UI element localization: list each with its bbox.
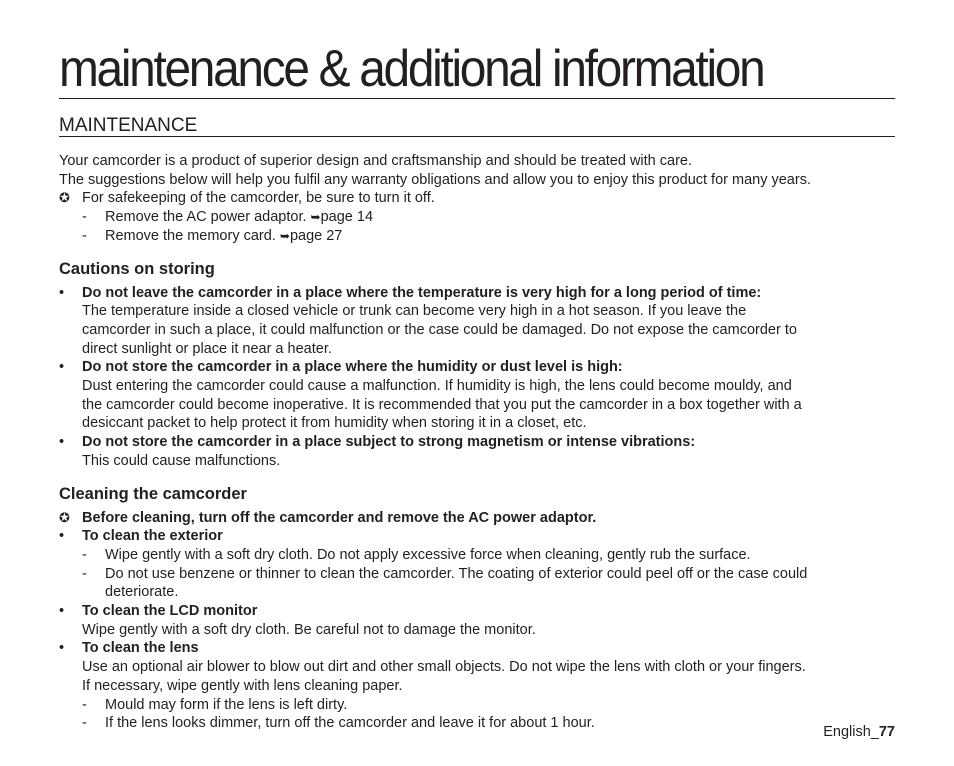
storing-item-line: desiccant packet to help protect it from humidity when storing it in a closet, etc. <box>82 415 587 432</box>
lens-line: If necessary, wipe gently with lens cleaning paper. <box>82 677 403 694</box>
exterior-title: To clean the exterior <box>82 528 223 545</box>
page-arrow-icon: ➥ <box>310 210 321 225</box>
safekeeping-text: For safekeeping of the camcorder, be sure to turn it off. <box>82 190 435 207</box>
intro <box>59 152 895 189</box>
dash-mark: - <box>82 546 87 563</box>
cleaning-exterior <box>59 527 895 546</box>
lens-item <box>59 696 895 715</box>
section-title: MAINTENANCE <box>59 116 895 137</box>
storing-item-line: camcorder in such a place, it could malfunction or the case could be damaged. Do not expose the camcorder to <box>82 321 797 338</box>
footer-language: English_ <box>823 724 879 740</box>
exterior-item-text: Wipe gently with a soft dry cloth. Do not apply excessive force when cleaning, gently rub the surface. <box>105 546 751 563</box>
safekeeping-item <box>59 208 895 227</box>
dash-mark: - <box>82 715 87 732</box>
lcd-title: To clean the LCD monitor <box>82 603 258 620</box>
cleaning-lens <box>59 639 895 658</box>
exterior-item <box>59 546 895 565</box>
storing-item <box>59 284 895 303</box>
safekeeping-item <box>59 227 895 246</box>
page-reference: page 27 <box>289 227 343 244</box>
intro-line: The suggestions below will help you fulfil any warranty obligations and allow you to enjoy this product for many years. <box>59 171 811 188</box>
storing-item <box>59 433 895 452</box>
dash-mark: - <box>82 227 87 244</box>
storing-item-title: Do not leave the camcorder in a place where the temperature is very high for a long period of time: <box>82 284 762 301</box>
storing-item-line: Dust entering the camcorder could cause a malfunction. If humidity is high, the lens could become mouldy, and <box>82 378 792 395</box>
exterior-item <box>59 565 895 602</box>
item-text: Remove the memory card. <box>105 227 280 244</box>
page-footer <box>823 723 895 741</box>
storing-item-line: direct sunlight or place it near a heater. <box>82 340 332 357</box>
safekeeping-note <box>59 189 895 208</box>
page-reference: page 14 <box>320 209 374 226</box>
storing-item-title: Do not store the camcorder in a place subject to strong magnetism or intense vibrations: <box>82 434 696 451</box>
bullet-mark: • <box>59 434 65 451</box>
storing-item-line: The temperature inside a closed vehicle or trunk can become very high in a hot season. If you leave the <box>82 303 747 320</box>
item-text: Remove the AC power adaptor. <box>105 209 311 226</box>
star-mark-icon: ✪ <box>59 509 70 525</box>
page-body <box>59 40 895 733</box>
dash-mark: - <box>82 696 87 713</box>
storing-item <box>59 358 895 377</box>
dash-mark: - <box>82 565 87 582</box>
chapter-title: maintenance & additional information <box>59 40 895 99</box>
page-number: 77 <box>878 724 895 740</box>
lcd-text: Wipe gently with a soft dry cloth. Be careful not to damage the monitor. <box>82 621 536 638</box>
bullet-mark: • <box>59 284 65 301</box>
page-arrow-icon: ➥ <box>279 228 290 243</box>
lens-line: Use an optional air blower to blow out dirt and other small objects. Do not wipe the lens with cloth or your fingers. <box>82 659 806 676</box>
cleaning-heading: Cleaning the camcorder <box>59 484 247 503</box>
lens-title: To clean the lens <box>82 640 199 657</box>
bullet-mark: • <box>59 359 65 376</box>
dash-mark: - <box>82 209 87 226</box>
bullet-mark: • <box>59 528 65 545</box>
storing-item-line: This could cause malfunctions. <box>82 452 281 469</box>
cleaning-note <box>59 509 895 528</box>
bullet-mark: • <box>59 640 65 657</box>
cleaning-note-text: Before cleaning, turn off the camcorder and remove the AC power adaptor. <box>82 509 597 526</box>
storing-item-line: the camcorder could become inoperative. It is recommended that you put the camcorder in a box together with a <box>82 396 802 413</box>
exterior-item-text: deteriorate. <box>105 584 179 601</box>
lens-item-text: Mould may form if the lens is left dirty. <box>105 696 348 713</box>
bullet-mark: • <box>59 603 65 620</box>
cleaning-lcd <box>59 602 895 621</box>
lens-item-text: If the lens looks dimmer, turn off the camcorder and leave it for about 1 hour. <box>105 715 595 732</box>
star-mark-icon: ✪ <box>59 190 70 206</box>
intro-line: Your camcorder is a product of superior design and craftsmanship and should be treated with care. <box>59 153 692 169</box>
lens-item <box>59 714 895 733</box>
storing-heading: Cautions on storing <box>59 259 215 278</box>
storing-item-title: Do not store the camcorder in a place where the humidity or dust level is high: <box>82 359 623 376</box>
exterior-item-text: Do not use benzene or thinner to clean the camcorder. The coating of exterior could peel off or the case could <box>105 565 808 582</box>
